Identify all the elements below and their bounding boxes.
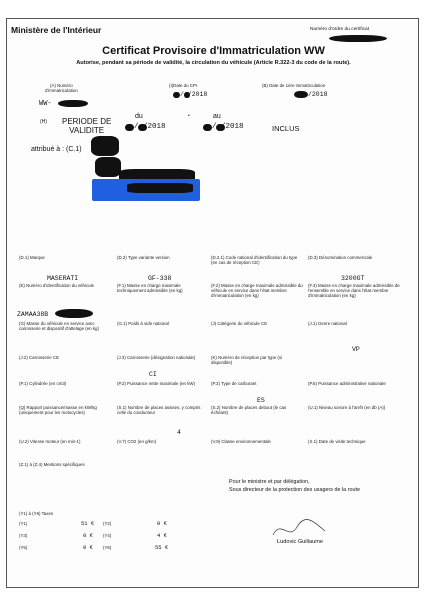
engine-speed-label: (U.2) Vitesse moteur (en min-1) bbox=[19, 439, 81, 444]
tax-value: 51 € bbox=[81, 520, 95, 527]
vin-label: (E) Numéro d'identification du véhicule bbox=[19, 283, 95, 288]
inspection-date-label: (X.1) Date de visite technique bbox=[308, 439, 366, 444]
body-national-value: CI bbox=[149, 371, 157, 378]
registration-prefix: WW- bbox=[39, 100, 52, 108]
specific-mentions-label: (Z.1) à (Z.4) Mentions spécifiques bbox=[19, 462, 85, 467]
tax-value: 0 € bbox=[157, 520, 167, 527]
fuel-type-label: (P.3) Type de carburant bbox=[211, 381, 257, 386]
tax-code: (Y5) bbox=[19, 545, 28, 550]
body-national-label: (J.3) Carrosserie (désignation nationale) bbox=[117, 355, 196, 360]
holder-redaction-4 bbox=[127, 183, 193, 193]
vin-value: ZAMAA38B bbox=[17, 311, 49, 318]
order-number-redaction bbox=[329, 35, 387, 42]
du-date-value: / /2018 bbox=[134, 123, 166, 131]
first-registration-value: /2018 bbox=[308, 91, 328, 98]
delegation-line: Pour le ministre et par délégation, bbox=[229, 479, 310, 485]
trade-name-label: (D.3) Dénomination commerciale bbox=[308, 255, 373, 260]
tax-value: 0 € bbox=[83, 544, 93, 551]
tax-code: (Y3) bbox=[19, 533, 28, 538]
dot-mark: • bbox=[188, 113, 190, 119]
empty-weight-label: (G.1) Poids à vide national bbox=[117, 321, 169, 326]
national-genre-value: VP bbox=[352, 346, 360, 353]
cpi-day-redaction bbox=[173, 92, 180, 98]
ministry-title: Ministère de l'Intérieur bbox=[11, 25, 102, 35]
make-value: MASERATI bbox=[47, 275, 79, 282]
co2-label: (V.7) CO2 (en g/km) bbox=[117, 439, 157, 444]
signatory-name: Ludovic Guillaume bbox=[277, 539, 324, 545]
au-label: au bbox=[213, 113, 221, 120]
director-line: Sous directeur de la protection des usagers de la route bbox=[229, 487, 360, 493]
cpi-date-label: (I)Date du CPI bbox=[169, 83, 198, 88]
registration-number-label: (A) Numéro d'immatriculation bbox=[45, 83, 78, 94]
registration-redaction bbox=[58, 100, 88, 107]
cpi-date-value: / /2018 bbox=[180, 91, 208, 98]
national-type-code-label: (D.2.1) Code national d'identification du type (en cas de réception CE) bbox=[211, 255, 298, 266]
type-approval-label: (K) Numéro de réception par type (si disponible) bbox=[211, 355, 283, 366]
type-variant-value: GF-338 bbox=[148, 275, 172, 282]
certificate-subtitle: Autorise, pendant sa période de validité, la circulation du véhicule (Article R.322-3 du code de la route). bbox=[76, 60, 351, 66]
du-day-redaction bbox=[125, 124, 134, 131]
vin-redaction bbox=[55, 309, 93, 318]
du-label: du bbox=[135, 113, 143, 120]
max-mass-combination-label: (F.3) Masse en charge maximale admissible de l'ensemble en service dans l'état membre d'immatriculation (en kg) bbox=[308, 283, 400, 299]
au-day-redaction bbox=[203, 124, 212, 131]
order-number-label: Numéro d'ordre du certificat bbox=[310, 27, 370, 32]
fiscal-power-label: (P.6) Puissance administrative nationale bbox=[308, 381, 386, 386]
max-mass-tech-label: (F.1) Masse en charge maximale techniquement admissible (en kg) bbox=[117, 283, 183, 294]
certificate-page bbox=[6, 18, 419, 588]
type-variant-label: (D.2) Type variante version bbox=[117, 255, 170, 260]
holder-redaction-2 bbox=[95, 157, 121, 177]
tax-code: (Y6) bbox=[103, 545, 112, 550]
vehicle-category-label: (J) Catégorie du véhicule CE bbox=[211, 321, 268, 326]
seats-label: (S.1) Nombre de places assises, y compris celle du conducteur bbox=[117, 405, 201, 416]
net-power-label: (P.2) Puissance nette maximale (en kW) bbox=[117, 381, 196, 386]
validity-label: PERIODE DE VALIDITE bbox=[62, 117, 112, 135]
au-date-value: / /2018 bbox=[212, 123, 244, 131]
max-mass-service-label: (F.2) Masse en charge maximale admissible du véhicule en service dans l'état membre d'immatriculation (en kg) bbox=[211, 283, 303, 299]
vehicle-mass-label: (G) Masse du véhicule en service avec carrosserie et dispositif d'attelage (en kg) bbox=[19, 321, 99, 332]
power-ratio-label: (Q) Rapport puissance/masse en kW/kg (uniquement pour les motocycles) bbox=[19, 405, 97, 416]
tax-value: 4 € bbox=[157, 532, 167, 539]
validity-code: (H) bbox=[40, 119, 47, 125]
standing-places-label: (S.2) Nombre de places debout (le cas échéant) bbox=[211, 405, 287, 416]
national-genre-label: (J.1) Genre national bbox=[308, 321, 347, 326]
taxes-title: (Y1) à (Y6) Taxes bbox=[19, 511, 54, 516]
noise-level-label: (U.1) Niveau sonore à l'arrêt (en db (A)) bbox=[308, 405, 386, 410]
tax-code: (Y4) bbox=[103, 533, 112, 538]
tax-value: 55 € bbox=[155, 544, 169, 551]
certificate-title: Certificat Provisoire d'Immatriculation WW bbox=[102, 45, 325, 57]
fuel-type-value: ES bbox=[257, 397, 265, 404]
first-registration-label: (B) Date de 1ère immatriculation bbox=[262, 83, 326, 88]
tax-code: (Y2) bbox=[103, 521, 112, 526]
tax-code: (Y1) bbox=[19, 521, 28, 526]
displacement-label: (P.1) Cylindrée (en cm3) bbox=[19, 381, 67, 386]
environment-class-label: (V.9) Classe environnementale bbox=[211, 439, 271, 444]
tax-value: 0 € bbox=[83, 532, 93, 539]
trade-name-value: 3200GT bbox=[341, 275, 365, 282]
seats-value: 4 bbox=[177, 429, 181, 436]
first-registration-redaction bbox=[294, 91, 308, 98]
holder-redaction-1 bbox=[91, 136, 119, 156]
body-ce-label: (J.2) Carrosserie CE bbox=[19, 355, 60, 360]
make-label: (D.1) Marque bbox=[19, 255, 45, 260]
assigned-to-label: attribué à : (C.1) bbox=[31, 146, 82, 153]
inclus-label: INCLUS bbox=[272, 124, 300, 133]
